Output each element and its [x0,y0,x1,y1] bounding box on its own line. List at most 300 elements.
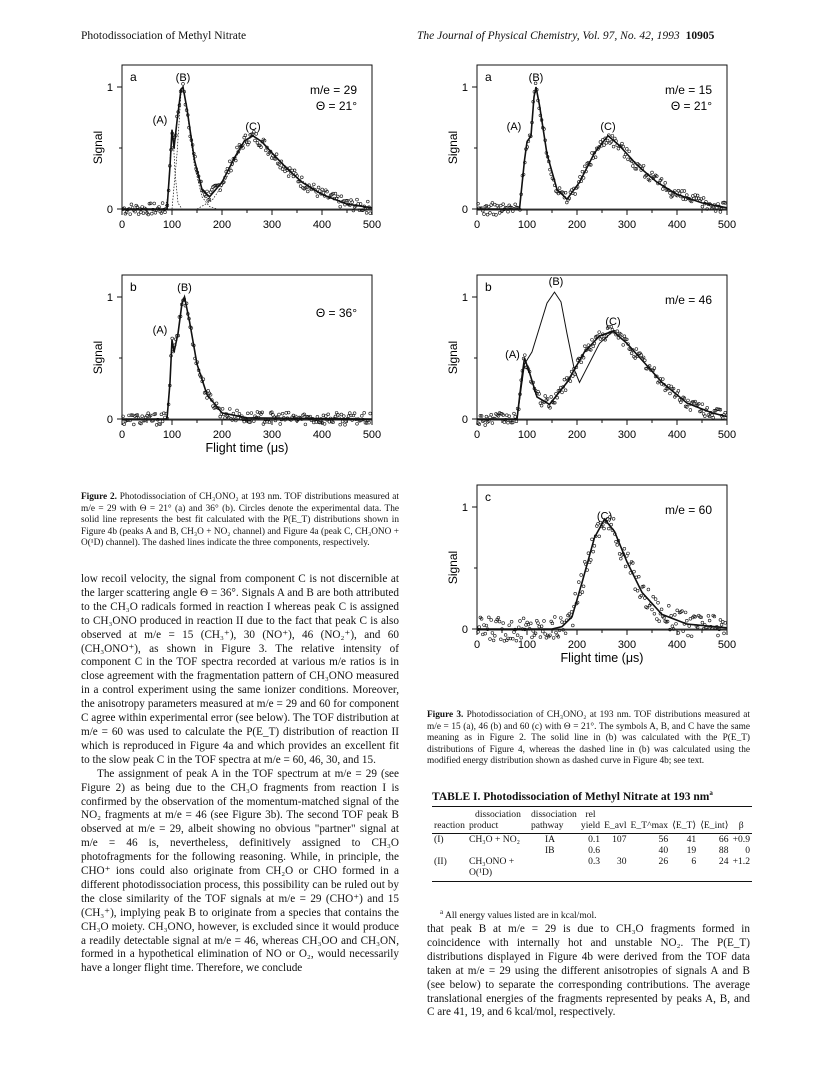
data-point [369,212,372,215]
data-point [321,188,324,191]
data-point [279,423,282,426]
data-point [164,211,167,214]
table-cell: CH₃O + NO₂ [468,834,520,845]
peak-label: (C) [605,316,621,329]
data-point [616,544,619,547]
data-point [254,139,257,142]
table-header-top [432,807,467,821]
peak-label: (B) [528,72,544,84]
data-point [137,213,140,216]
data-point [483,213,486,216]
data-point [132,423,135,426]
data-point [340,195,343,198]
data-point [493,634,496,637]
x-tick-label: 500 [717,429,737,441]
data-point [366,200,369,203]
data-point [717,202,720,205]
data-point [708,619,711,622]
y-tick-label: 1 [106,292,113,304]
data-point [655,618,658,621]
data-point [701,621,704,624]
figure3-caption [427,710,750,768]
data-point [606,139,609,142]
data-point [689,409,692,412]
data-point [631,165,634,168]
data-point [514,415,517,418]
data-point [701,205,704,208]
x-tick-label: 0 [118,429,126,441]
data-point [580,361,583,364]
data-point [684,611,687,614]
data-point [496,204,499,207]
data-point [701,403,704,406]
data-point [540,404,543,407]
data-point [635,348,638,351]
peak-label: (B) [177,282,192,294]
data-point [543,620,546,623]
data-point [142,212,145,215]
table-footnote-mark: a [440,908,444,916]
data-point [264,149,267,152]
data-point [583,345,586,348]
table-cell: (II) [432,856,467,882]
data-point [670,614,673,617]
data-point [558,187,561,190]
data-point [250,412,253,415]
data-point [487,616,490,619]
table-header: product [467,820,529,834]
table-row [432,856,752,882]
data-point [287,175,290,178]
journal-citation: The Journal of Physical Chemistry, Vol. 97, No. 42, 1993 [417,30,680,42]
table-cell [602,845,628,856]
y-tick-label: 0 [106,204,113,216]
figure2-caption [81,492,399,550]
data-point [564,389,567,392]
table-header: ⟨E_int⟩ [698,820,730,834]
data-point [150,212,153,215]
y-axis-label: Signal [446,130,460,165]
table-header-top: rel [579,807,602,821]
data-point [630,352,633,355]
table-cell: 24 [698,856,730,882]
data-point [522,617,525,620]
data-point [598,535,601,538]
data-point [612,517,615,520]
table-header: β [731,820,753,834]
data-point [687,634,690,637]
table-header: pathway [529,820,579,834]
data-point [342,415,345,418]
data-point [278,413,281,416]
data-point [537,622,540,625]
data-point [154,211,157,214]
data-point [221,407,224,410]
data-point [499,638,502,641]
x-tick-label: 200 [212,429,232,441]
data-point [677,389,680,392]
table-cell: 41 [686,834,697,845]
mass-annotation: m/e = 15 [664,83,712,97]
data-point [484,424,487,427]
data-point [719,211,722,214]
data-point [611,134,614,137]
data-point [580,574,583,577]
table-cell: 107 [612,834,627,845]
data-point [653,612,656,615]
panel-letter: a [485,70,492,84]
data-point [627,552,630,555]
data-point [300,176,303,179]
data-point [365,211,368,214]
data-point [356,422,359,425]
table-footnote-text: All energy values listed are in kcal/mol. [443,911,597,922]
data-point [141,415,144,418]
plot-frame [122,275,372,420]
data-point [363,411,366,414]
data-point [210,188,213,191]
data-point [339,423,342,426]
data-point [624,565,627,568]
x-tick-label: 0 [473,639,481,651]
data-point [341,420,344,423]
x-tick-label: 300 [617,219,637,231]
data-point [516,634,519,637]
table-cell: 88 [718,845,729,856]
y-axis-label: Signal [446,340,460,375]
data-point [675,622,678,625]
data-point [687,399,690,402]
data-point [642,164,645,167]
data-point [508,624,511,627]
x-tick-label: 200 [567,429,587,441]
x-tick-label: 0 [473,219,481,231]
data-point [236,146,239,149]
x-axis-label: Flight time (μs) [560,651,644,665]
data-point [724,621,727,624]
y-axis-label: Signal [91,130,105,165]
data-point [623,547,626,550]
y-tick-label: 1 [106,82,113,94]
fit-curve [477,519,727,629]
peak-label: (B) [175,72,191,84]
table-header: yield [579,820,602,834]
data-point [593,544,596,547]
x-tick-label: 300 [262,429,282,441]
data-point [171,337,174,340]
data-point [723,632,726,635]
x-tick-label: 100 [162,219,182,231]
x-tick-label: 300 [262,219,282,231]
data-point [589,559,592,562]
data-point [502,622,505,625]
body-paragraph: The assignment of peak A in the TOF spectrum at m/e = 29 (see Figure 2) as being due to the CH₃O fragments from reaction I is confirmed by the observation of the momentum-matched signal of the NO₂ fragments at m/e = 46 (see Figure 3b). The second TOF peak B observed at m/e = 29, albeit showing no obvious "partner" signal at m/e = 46 is, nevertheless, definitively assigned to CH₃O photofragments for the following reasoning. While, in principle, the CHO⁺ ions could also originate from CH₂O or CHO formed in a different photodissociation process, this possibility can be ruled out by the close similarity of the TOF signals at m/e = 29 (CHO⁺) and 15 (CH₃⁺), implying peak B to originate from a species that contains the CH₃O moiety. CH₃ONO, however, is excluded since it would produce a readily detectable signal at m/e = 46, whereas CH₃OO and CH₃ON, formed in a hypothetical elimination of NO or O₂, would necessarily have a longer flight time. Therefore, we conclude [81,767,399,975]
table-cell: +0.9 [732,834,750,845]
table-cell: (I) [434,834,444,845]
peak-label: (A) [152,324,168,337]
data-point [657,601,660,604]
peak-label: (A) [506,120,522,133]
table-title-text: TABLE I. Photodissociation of Methyl Nitrate at 193 nm [432,790,710,803]
x-tick-label: 200 [567,639,587,651]
data-point [636,589,639,592]
data-point [690,635,693,638]
figure3-caption-text: Photodissociation of CH₃ONO₂ at 193 nm. TOF distributions measured at m/e = 15 (a), 46 (b) and 60 (c) with Θ = 21°. The symbols A, B, and C have the same meaning as in Figure 2. The solid line in (b) was calculated with the P(E_T) distributions of Figure 4, whereas the dashed line in (b) was calculated using the modified energy distribution shown as dashed curve in Figure 4b; see text. [427,710,750,767]
x-tick-label: 100 [517,639,537,651]
data-point [147,412,150,415]
x-tick-label: 400 [667,639,687,651]
data-point [664,181,667,184]
data-point [539,636,542,639]
data-point [676,609,679,612]
x-tick-label: 500 [717,639,737,651]
data-point [552,636,555,639]
table-cell: 40 [658,845,669,856]
y-tick-label: 1 [461,82,468,94]
data-point [625,147,628,150]
table-header: reaction [432,820,467,834]
angle-annotation: Θ = 21° [315,99,357,113]
data-point [628,150,631,153]
table-header: E_avl [602,820,628,834]
data-point [685,619,688,622]
data-point [344,423,347,426]
data-point [490,413,493,416]
data-point [153,202,156,205]
data-point [724,411,727,414]
body-paragraph: low recoil velocity, the signal from component C is not discernible at the larger scattering angle Θ = 36°. Signals A and B are both attributed to the CH₃O radicals formed in reaction I whereas peak C is assigned to CH₃ONO produced in reaction II due to the fact that peak C is also observed at m/e = 15 (CH₃⁺), 30 (NO⁺), 46 (NO₂⁺), and 60 (CH₃ONO⁺), as shown in Figure 3. The relative intensity of component C in the TOF spectra recorded at various m/e ratios is in close agreement with the fragmentation pattern of CH₃ONO measured in a control experiment using the same ionizer conditions. Moreover, the anisotropy parameters measured at m/e = 29 and 60 for component C agree within experimental error (see below). The TOF distribution at m/e = 60 was used to calculate the P(E_T) distribution of reaction II which is reproduced in Figure 4a and which provides an excellent fit to the slow peak C in the TOF spectra at m/e = 60, 46, 30, and 15. [81,573,399,766]
data-point [559,617,562,620]
data-point [654,598,657,601]
table-cell: +1.2 [731,856,753,882]
peak-label: (C) [600,120,616,133]
data-point [669,392,672,395]
data-point [603,527,606,530]
data-point [564,632,567,635]
data-point [161,202,164,205]
table-title-mark: a [709,789,713,797]
data-point [369,412,372,415]
table-header: ⟨E_T⟩ [670,820,698,834]
peak-label: (B) [548,275,564,288]
table-cell: 6 [670,856,698,882]
table-cell: 0.6 [588,845,601,856]
data-point [228,408,231,411]
body-left-column [81,573,399,976]
data-point [669,192,672,195]
x-axis-label: Flight time (μs) [205,441,289,455]
data-point [129,213,132,216]
page-number: 10905 [685,30,715,42]
data-point [238,412,241,415]
x-tick-label: 200 [212,219,232,231]
table-title [432,789,713,803]
data-point [228,160,231,163]
table-cell: 30 [602,856,628,882]
data-point [541,630,544,633]
peak-label: (C) [245,120,261,133]
data-point [478,626,481,629]
data-point [673,613,676,616]
data-point [555,631,558,634]
data-point [651,608,654,611]
table-cell [432,845,467,856]
figure2-caption-text: Photodissociation of CH₃ONO₂ at 193 nm. TOF distributions measured at m/e = 29 with Θ = 21° (a) and 36° (b). Circles denote the experimental data. The solid line represents the best fit calculated with the P(E_T) distributions shown in Figure 4b (peaks A and B, CH₃O + NO₂ channel) and Figure 4a (peak C, CH₃ONO + O(¹D) channel). The dashed lines indicate the three components, respectively. [81,492,399,549]
x-tick-label: 100 [517,219,537,231]
y-axis-label: Signal [446,550,460,585]
x-tick-label: 300 [617,429,637,441]
running-head-left: Photodissociation of Methyl Nitrate [81,30,247,42]
data-point [720,623,723,626]
figure2-panel-a [90,55,380,275]
data-point [706,406,709,409]
data-point [553,616,556,619]
data-point [504,634,507,637]
table-cell: 0 [745,845,750,856]
mass-annotation: m/e = 46 [664,293,712,307]
data-point [660,608,663,611]
figure3-panel-b [445,265,735,480]
table-cell: CH₃ONO + O(¹D) [467,856,529,882]
data-point [592,550,595,553]
data-point [513,412,516,415]
data-point [647,588,650,591]
data-point [591,338,594,341]
x-tick-label: 500 [717,219,737,231]
data-point [514,203,517,206]
y-tick-label: 0 [461,624,468,636]
data-point [507,421,510,424]
x-tick-label: 200 [567,219,587,231]
table-footnote [440,908,596,921]
peak-label: (A) [505,349,520,362]
table-cell: IA [544,834,556,845]
data-point [360,414,363,417]
data-point [491,422,494,425]
data-point [507,210,510,213]
data-point [685,194,688,197]
data-point [356,198,359,201]
data-point [583,165,586,168]
peak-label: (C) [596,510,613,523]
x-tick-label: 100 [517,429,537,441]
data-point [667,604,670,607]
data-point [622,344,625,347]
data-point [244,134,247,137]
x-tick-label: 0 [473,429,481,441]
data-point [306,190,309,193]
results-table [432,806,752,882]
body-right-column [427,923,750,1020]
data-point [623,335,626,338]
data-point [502,203,505,206]
data-point [658,620,661,623]
data-point [581,170,584,173]
data-point [607,527,610,530]
data-point [529,622,532,625]
data-point [339,205,342,208]
data-point [281,412,284,415]
data-point [123,423,126,426]
table-cell: 56 [658,834,669,845]
data-point [130,203,133,206]
figure3-panel-a [445,55,735,275]
x-tick-label: 400 [312,429,332,441]
peak-label: (A) [152,114,168,127]
data-point [523,354,526,357]
figure2-caption-label: Figure 2. [81,492,117,502]
data-point [312,183,315,186]
table-cell: 0.1 [588,834,601,845]
data-point [353,412,356,415]
data-point [492,639,495,642]
angle-annotation: Θ = 21° [670,99,712,113]
data-point [581,591,584,594]
data-point [571,624,574,627]
body-paragraph: that peak B at m/e = 29 is due to CH₃O fragments formed in coincidence with internally hot and unstable NO₂. The P(E_T) distributions displayed in Figure 4b were derived from the TOF data taken at m/e = 29 using the different anisotropies of signals A and B (see below) to separate the corresponding contributions. The average translational energies of the fragments represented by peaks A, B, and C are 41, 19, and 6 kcal/mol, respectively. [427,923,750,1019]
x-tick-label: 500 [362,429,382,441]
x-tick-label: 400 [667,219,687,231]
y-tick-label: 0 [106,414,113,426]
data-point [246,412,249,415]
y-tick-label: 0 [461,414,468,426]
data-point [490,619,493,622]
y-tick-label: 1 [461,502,468,514]
data-point [565,201,568,204]
table-header-top: dissociation [467,807,529,821]
data-point [498,620,501,623]
data-point [671,625,674,628]
figure3-panel-c [445,475,735,710]
table-header: E_T^max [629,820,671,834]
running-head-right [417,30,714,42]
data-point [327,413,330,416]
data-point [255,133,258,136]
data-point [592,345,595,348]
table-cell: IB [544,845,555,856]
data-point [288,167,291,170]
table-cell: 19 [686,845,697,856]
data-point [703,415,706,418]
panel-letter: b [485,280,492,294]
table-cell [529,856,579,882]
data-point [510,620,513,623]
y-tick-label: 1 [461,292,468,304]
mass-annotation: m/e = 60 [664,503,712,517]
x-tick-label: 500 [362,219,382,231]
data-point [508,415,511,418]
data-point [707,614,710,617]
data-point [652,595,655,598]
x-tick-label: 300 [617,639,637,651]
data-point [316,195,319,198]
x-tick-label: 100 [162,429,182,441]
table-row [432,845,752,856]
data-point [651,171,654,174]
data-point [574,592,577,595]
x-tick-label: 0 [118,219,126,231]
data-point [550,395,553,398]
data-point [491,632,494,635]
y-tick-label: 0 [461,204,468,216]
data-point [577,581,580,584]
data-point [236,409,239,412]
data-point [485,415,488,418]
angle-annotation: Θ = 36° [315,306,357,320]
data-point [544,395,547,398]
data-point [582,585,585,588]
data-point [519,620,522,623]
